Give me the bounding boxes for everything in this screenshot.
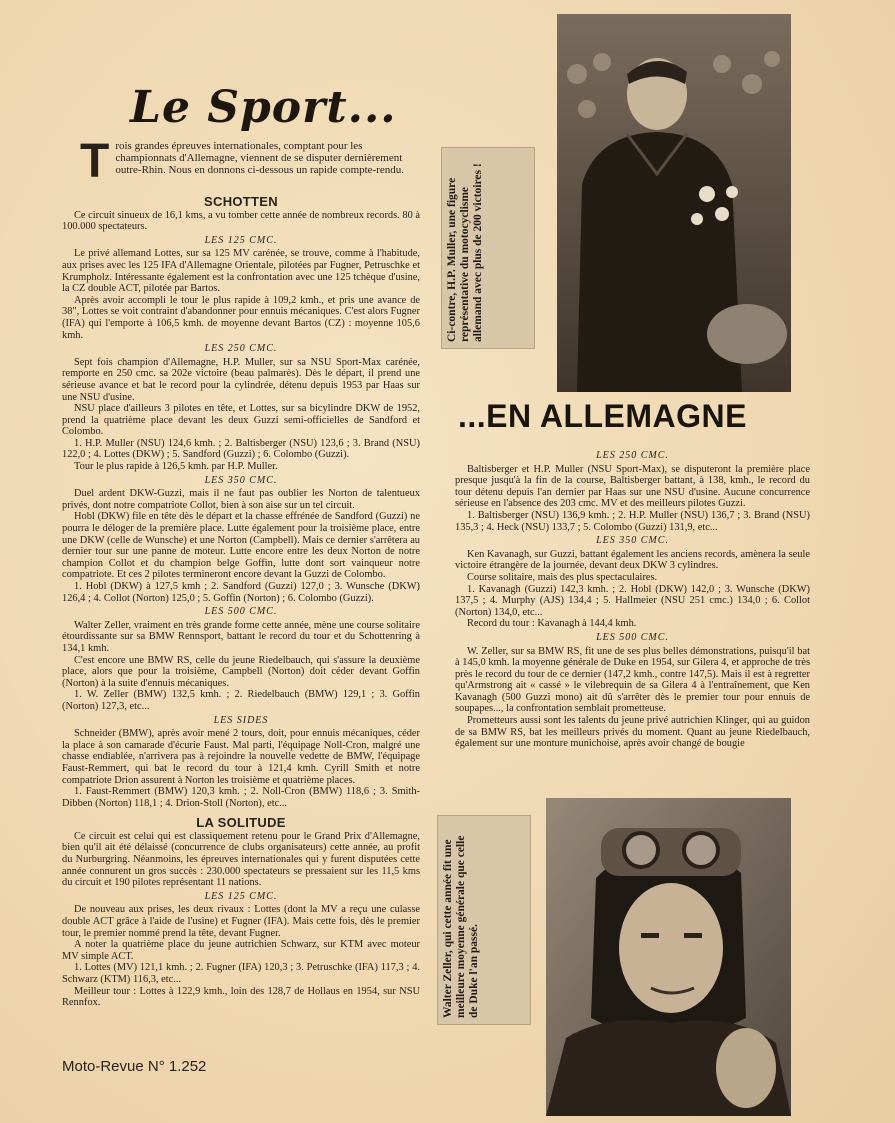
photo-muller-image	[557, 14, 791, 392]
photo-zeller	[546, 798, 791, 1116]
paragraph: A noter la quatrième place du jeune autrichien Schwarz, sur KTM avec moteur MV simple ACT.	[62, 939, 420, 962]
subheading: LES 125 CMC.	[204, 234, 278, 246]
paragraph: Ce circuit sinueux de 16,1 kms, a vu tomber cette année de nombreux records. 80 à 100.000 spectateurs.	[62, 209, 420, 233]
intro-text: rois grandes épreuves internationales, comptant pour les championnats d'Allemagne, viennent de se disputer dernièrement outre-Rhin. Nous en donnons ci-dessous un rapide compte-rendu.	[115, 140, 405, 176]
subheading: LES 250 CMC.	[596, 450, 669, 461]
right-column	[455, 448, 810, 750]
subheading: LES 500 CMC.	[596, 631, 669, 643]
paragraph: Ce circuit est celui qui est classiquement retenu pour le Grand Prix d'Allemagne, bien qu'il ait été délaissé (concurrence de clubs organisateurs) cette année, au profit du Nurburgring. Néanmoins, les épreuves internationales qui y furent disputées cette année connurent un gros succès : 230.000 spectateurs se pressaient sur les 11,5 kms du circuit et 190 pilotes représentant 11 nations.	[62, 830, 420, 889]
caption-zeller: Walter Zeller, qui cette année fit une meilleure moyenne générale que celle de Duke l'an passé.	[437, 815, 531, 1025]
left-column	[62, 192, 420, 1009]
paragraph: NSU place d'ailleurs 3 pilotes en tête, et Lottes, sur sa bicylindre DKW de 1952, prend la quatrième place devant les deux Guzzi semi-officielles de Sandford et Colombo.	[62, 403, 420, 438]
drop-cap: T	[80, 135, 110, 188]
paragraph: Schneider (BMW), après avoir mené 2 tours, doit, pour ennuis mécaniques, céder la place à son camarade d'écurie Faust. Mal parti, l'équipage Noll-Cron, malgré une chasse endiablée, n'arrivera pas à rejoindre la nouvelle vedette de BMW, l'équipage Faust-Remmert, qui bat le record du tour à 121,4 kmh. Cyrill Smith et notre compatriote Drion assurent à Norton les troisième et quatrième places.	[62, 728, 420, 786]
paragraph: Le privé allemand Lottes, sur sa 125 MV carénée, se trouve, comme à l'habitude, aux prises avec les 125 IFA d'Allemagne Orientale, pilotées par Fugner, Petruschke et Krumpholz. Intéressante également est la confrontation avec une 125 tchèque d'usine, la CZ double ACT, pilotée par Bartos.	[62, 248, 420, 295]
subheading: LES 250 CMC.	[204, 343, 278, 355]
fastest-lap: Tour le plus rapide à 126,5 kmh. par H.P. Muller.	[74, 461, 278, 473]
paragraph: Ken Kavanagh, sur Guzzi, battant également les anciens records, amènera la seule victoire étrangère de la journée, devant deux DKW 3 cylindres.	[455, 548, 810, 572]
subheading: LES 350 CMC.	[204, 474, 278, 486]
subheading: LES 350 CMC.	[596, 535, 669, 547]
intro-paragraph	[80, 135, 425, 188]
results: 1. W. Zeller (BMW) 132,5 kmh. ; 2. Riedelbauch (BMW) 129,1 ; 3. Goffin (Norton) 127,3, etc...	[62, 689, 420, 712]
photo-zeller-image	[546, 798, 791, 1116]
section-heading-solitude: LA SOLITUDE	[196, 815, 286, 831]
paragraph: Après avoir accompli le tour le plus rapide à 109,2 kmh., et pris une avance de 38", Lottes se voit contraint d'abandonner pour ennuis mécaniques. C'est alors Fugner (IFA) qui l'emporte à 106,5 kmh. de moyenne devant Bartos (CZ) : moyenne 105,6 kmh.	[62, 294, 420, 341]
paragraph: Duel ardent DKW-Guzzi, mais il ne faut pas oublier les Norton de talentueux privés, dont notre compatriote Collot, bien à son aise sur un tel circuit.	[62, 488, 420, 511]
headline-en-allemagne: ...EN ALLEMAGNE	[458, 398, 747, 434]
page-title: Le Sport...	[130, 82, 397, 133]
fastest-lap: Record du tour : Kavanagh à 144,4 kmh.	[467, 618, 637, 630]
paragraph: Hobl (DKW) file en tête dès le départ et la chasse effrénée de Sandford (Guzzi) ne pourra le déloger de la première place. Lutte également pour la troisième place, entre une DKW (celle de Wunsche) et une Norton (Campbell). Mais ce dernier s'arrêtera au dernier tour sur une panne de moteur. Lutte encore entre les deux Norton de notre champion Collot et du champion belge Goffin, lutte dont sort vainqueur notre compatriote. Et ces 2 pilotes termineront encore devant la Guzzi de Colombo.	[62, 511, 420, 581]
subheading: LES 125 CMC.	[204, 890, 278, 902]
results: 1. H.P. Muller (NSU) 124,6 kmh. ; 2. Baltisberger (NSU) 123,6 ; 3. Brand (NSU) 122,0 ; 4. Lottes (DKW) ; 5. Sandford (Guzzi) ; 6. Colombo (Guzzi).	[62, 437, 420, 461]
paragraph: Sept fois champion d'Allemagne, H.P. Muller, sur sa NSU Sport-Max carénée, remporte en 250 cmc. sa 202e victoire (beau palmarès). Dès le départ, il prend une sérieuse avance et bat le record pour la cylindrée, détenu depuis 1953 par Haas sur une NSU d'usine.	[62, 356, 420, 403]
fastest-lap: Meilleur tour : Lottes à 122,9 kmh., loin des 128,7 de Hollaus en 1954, sur NSU Rennfox.	[62, 985, 420, 1009]
section-heading-schotten: SCHOTTEN	[204, 194, 278, 209]
paragraph: Course solitaire, mais des plus spectaculaires.	[467, 571, 658, 583]
paragraph: Walter Zeller, vraiment en très grande forme cette année, mène une course solitaire étourdissante sur sa BMW Rennsport, battant le record du tour et du Schottenring à 134,1 kmh.	[62, 619, 420, 654]
results: 1. Lottes (MV) 121,1 kmh. ; 2. Fugner (IFA) 120,3 ; 3. Petruschke (IFA) 117,3 ; 4. Schwarz (KTM) 116,3, etc...	[62, 962, 420, 985]
footer-issue: Moto-Revue N° 1.252	[62, 1058, 207, 1075]
paragraph: W. Zeller, sur sa BMW RS, fit une de ses plus belles démonstrations, puisqu'il bat à 145,0 kmh. la moyenne générale de Duke en 1954, sur Gilera 4, et approche de très près le record du tour de ce dernier (147,2 kmh., contre 147,5). Mais il est à regretter qu'Armstrong ait « cassé » le vilebrequin de sa Gilera 4 à l'entraînement, que Ken Kavanagh (500 Guzzi mono) ait dû s'arrêter dès le premier tour pour ennuis de soupapes..., la confrontation semblait prometteuse.	[455, 645, 810, 715]
paragraph: C'est encore une BMW RS, celle du jeune Riedelbauch, qui s'assure la deuxième place, alors que pour la troisième, Campbell (Norton) doit céder devant Goffin (Norton) à la suite d'ennuis mécaniques.	[62, 654, 420, 689]
paragraph: Prometteurs aussi sont les talents du jeune privé autrichien Klinger, qui au guidon de sa BMW RS, bat les meilleurs privés du moment. Quant au jeune Riedelbauch, également sur une monture munichoise, après avoir changé de bougie	[455, 715, 810, 750]
subheading: LES 500 CMC.	[204, 606, 278, 618]
subheading: LES SIDES	[213, 714, 269, 726]
results: 1. Hobl (DKW) à 127,5 kmh ; 2. Sandford (Guzzi) 127,0 ; 3. Wunsche (DKW) 126,4 ; 4. Collot (Norton) 125,0 ; 5. Goffin (Norton) ; 6. Colombo (Guzzi).	[62, 581, 420, 604]
photo-muller	[557, 14, 791, 392]
results: 1. Kavanagh (Guzzi) 142,3 kmh. ; 2. Hobl (DKW) 142,0 ; 3. Wunsche (DKW) 137,5 ; 4. Murphy (AJS) 134,4 ; 5. Hallmeier (NSU 251 cmc.) 134,0 ; 6. Collot (Norton) 134,0, etc...	[455, 583, 810, 618]
results: 1. Baltisberger (NSU) 136,9 kmh. ; 2. H.P. Muller (NSU) 136,7 ; 3. Brand (NSU) 135,3 ; 4. Heck (NSU) 133,7 ; 5. Colombo (Guzzi) 131,9, etc...	[455, 509, 810, 533]
paragraph: De nouveau aux prises, les deux rivaux : Lottes (dont la MV a reçu une culasse double ACT grâce à l'aide de l'usine) et Fugner (IFA). Mais cette fois, dès le premier tour, le premier nommé prend la tête, devant Fugner.	[62, 904, 420, 939]
caption-muller: Ci-contre, H.P. Muller, une figure représentative du motocyclisme allemand avec plus de 200 victoires !	[441, 147, 535, 349]
results: 1. Faust-Remmert (BMW) 120,3 kmh. ; 2. Noll-Cron (BMW) 118,6 ; 3. Smith-Dibben (Norton) 118,1 ; 4. Drion-Stoll (Norton), etc...	[62, 786, 420, 809]
paragraph: Baltisberger et H.P. Muller (NSU Sport-Max), se disputeront la première place presque jusqu'à la fin de la course, Baltisberger battant, à 138, kmh., le record du tour détenu depuis l'an dernier par Haas sur une NSU d'usine. Aucune concurrence sérieuse en l'absence des 203 cmc. MV et des meilleurs pilotes Guzzi.	[455, 463, 810, 510]
